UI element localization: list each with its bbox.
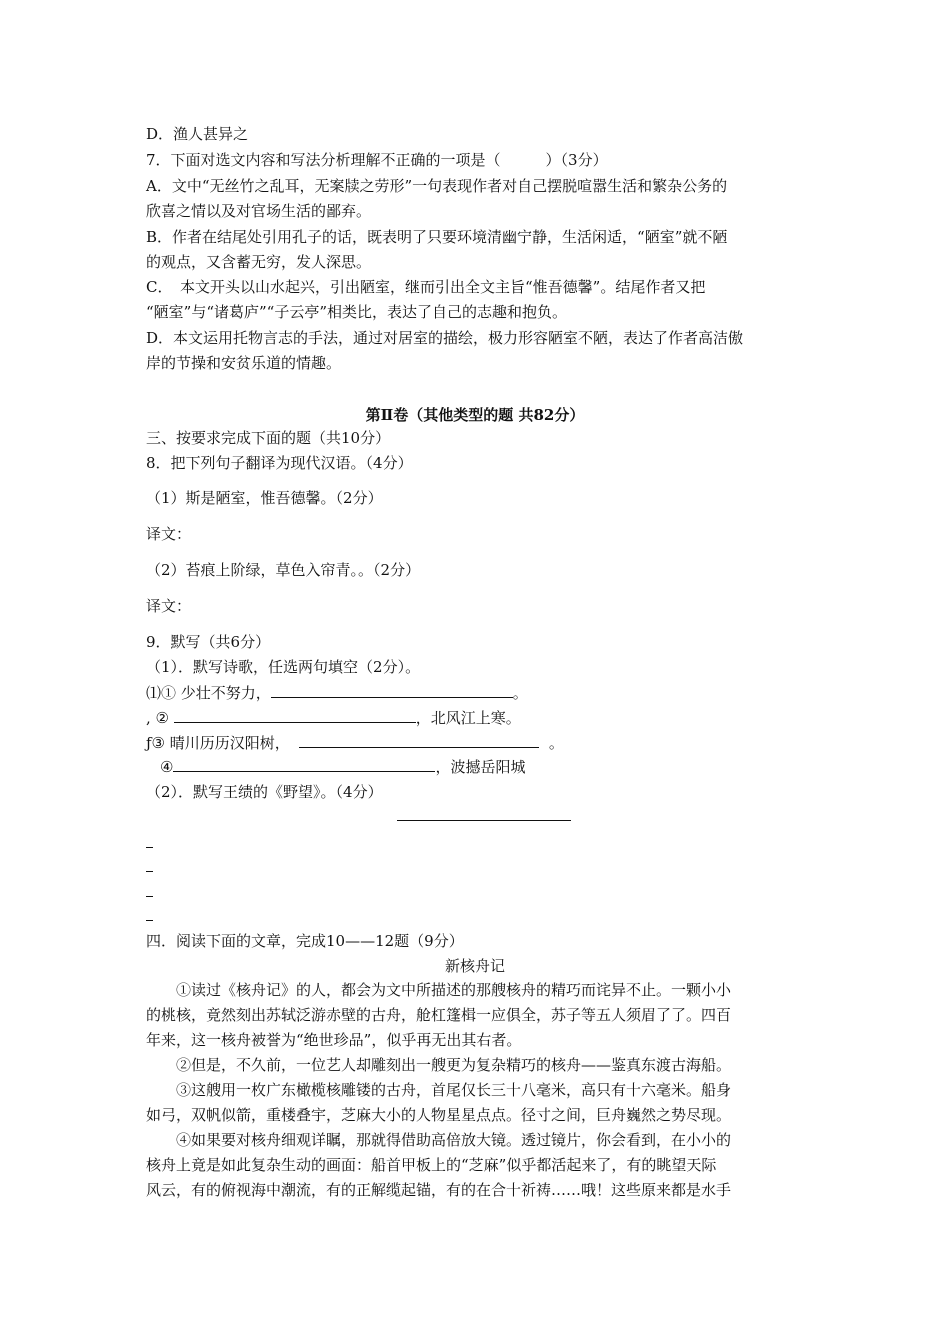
dictation-line-2 bbox=[146, 708, 521, 728]
dictation-line-3 bbox=[146, 733, 564, 753]
dictation-line-4 bbox=[160, 757, 525, 777]
dictation-line-1 bbox=[146, 683, 528, 703]
q8-stem: 8．把下列句子翻译为现代汉语。（4分） bbox=[146, 454, 413, 472]
dictation-2-prompt: , ② bbox=[146, 709, 169, 727]
q8-translation-label1: 译文： bbox=[146, 525, 192, 543]
q7-option-b-line2: 的观点，又含蓄无穷，发人深思。 bbox=[146, 253, 372, 271]
article-p4-line1: ④如果要对核舟细观详瞩，那就得借助高倍放大镜。透过镜片，你会看到，在小小的 bbox=[176, 1131, 732, 1149]
q9-sub2: （2）．默写王绩的《野望》。（4分） bbox=[146, 783, 383, 801]
article-p1-line2: 的桃核，竟然刻出苏轼泛游赤壁的古舟，舱杠篷楫一应俱全，苏子等五人须眉了了。四百 bbox=[146, 1006, 732, 1024]
article-p1-line3: 年来，这一核舟被誉为“绝世珍品”，似乎再无出其右者。 bbox=[146, 1031, 522, 1049]
part3-heading: 三、按要求完成下面的题（共10分） bbox=[146, 429, 391, 447]
q7-option-c-line2: “陋室”与“诸葛庐”“子云亭”相类比，表达了自己的志趣和抱负。 bbox=[146, 303, 568, 321]
article-p4-line2: 核舟上竟是如此复杂生动的画面：船首甲板上的“芝麻”似乎都活起来了，有的眺望天际 bbox=[146, 1156, 717, 1174]
answer-line-4[interactable] bbox=[146, 920, 153, 921]
article-p3-line1: ③这艘用一枚广东橄榄核雕镂的古舟，首尾仅长三十八毫米，高只有十六毫米。船身 bbox=[176, 1081, 732, 1099]
dictation-2-end: ，北风江上寒。 bbox=[415, 709, 521, 727]
answer-line-1[interactable] bbox=[146, 847, 153, 848]
dictation-3-blank[interactable] bbox=[299, 733, 539, 748]
answer-line-2[interactable] bbox=[146, 871, 153, 872]
q8-translation-label2: 译文： bbox=[146, 597, 192, 615]
q6-option-d: D．渔人甚异之 bbox=[146, 125, 249, 143]
dictation-4-end: ，波撼岳阳城 bbox=[435, 758, 526, 776]
article-p3-line2: 如弓，双帆似箭，重楼叠宇，芝麻大小的人物星星点点。径寸之间，巨舟巍然之势尽现。 bbox=[146, 1106, 732, 1124]
article-p1-line1: ①读过《核舟记》的人，都会为文中所描述的那艘核舟的精巧而诧异不止。一颗小小 bbox=[176, 981, 732, 999]
article-title: 新核舟记 bbox=[444, 957, 505, 975]
answer-line-3[interactable] bbox=[146, 896, 153, 897]
q7-option-a-line1: A．文中“无丝竹之乱耳，无案牍之劳形”一句表现作者对自己摆脱喧嚣生活和繁杂公务的 bbox=[146, 177, 728, 195]
dictation-3-end: 。 bbox=[548, 734, 564, 752]
article-p2: ②但是，不久前，一位艺人却雕刻出一艘更为复杂精巧的核舟——鉴真东渡古海船。 bbox=[176, 1056, 732, 1074]
q7-stem: 7．下面对选文内容和写法分析理解不正确的一项是（ ）（3分） bbox=[146, 151, 608, 169]
part4-heading: 四．阅读下面的文章，完成10——12题（9分） bbox=[146, 932, 464, 950]
q7-option-d-line1: D．本文运用托物言志的手法，通过对居室的描绘，极力形容陋室不陋，表达了作者高洁傲 bbox=[146, 329, 744, 347]
dictation-1-end: 。 bbox=[512, 684, 528, 702]
poem-title-blank[interactable] bbox=[397, 820, 571, 821]
dictation-2-blank[interactable] bbox=[174, 708, 416, 723]
dictation-1-blank[interactable] bbox=[271, 683, 513, 698]
q8-item1: （1）斯是陋室，惟吾德馨。（2分） bbox=[146, 489, 383, 507]
article-p4-line3: 风云，有的俯视海中潮流，有的正解缆起锚，有的在合十祈祷……哦！这些原来都是水手 bbox=[146, 1181, 732, 1199]
q7-option-a-line2: 欣喜之情以及对官场生活的鄙弃。 bbox=[146, 202, 372, 220]
q7-option-b-line1: B．作者在结尾处引用孔子的话，既表明了只要环境清幽宁静，生活闲适，“陋室”就不陋 bbox=[146, 228, 728, 246]
q9-sub1: （1）．默写诗歌，任选两句填空（2分）。 bbox=[146, 658, 421, 676]
dictation-3-prompt: ƒ③ 晴川历历汉阳树， bbox=[146, 734, 290, 752]
q9-stem: 9．默写（共6分） bbox=[146, 633, 271, 651]
q7-option-d-line2: 岸的节操和安贫乐道的情趣。 bbox=[146, 354, 342, 372]
q7-option-c-line1: C． 本文开头以山水起兴，引出陋室，继而引出全文主旨“惟吾德馨”。结尾作者又把 bbox=[146, 278, 706, 296]
section2-title: 第Ⅱ卷（其他类型的题 共82分） bbox=[365, 406, 585, 424]
dictation-4-blank[interactable] bbox=[173, 757, 435, 772]
q8-item2: （2）苔痕上阶绿，草色入帘青。。（2分） bbox=[146, 561, 421, 579]
dictation-1-prompt: ⑴① 少壮不努力， bbox=[146, 684, 271, 702]
dictation-4-prompt: ④ bbox=[160, 758, 174, 776]
